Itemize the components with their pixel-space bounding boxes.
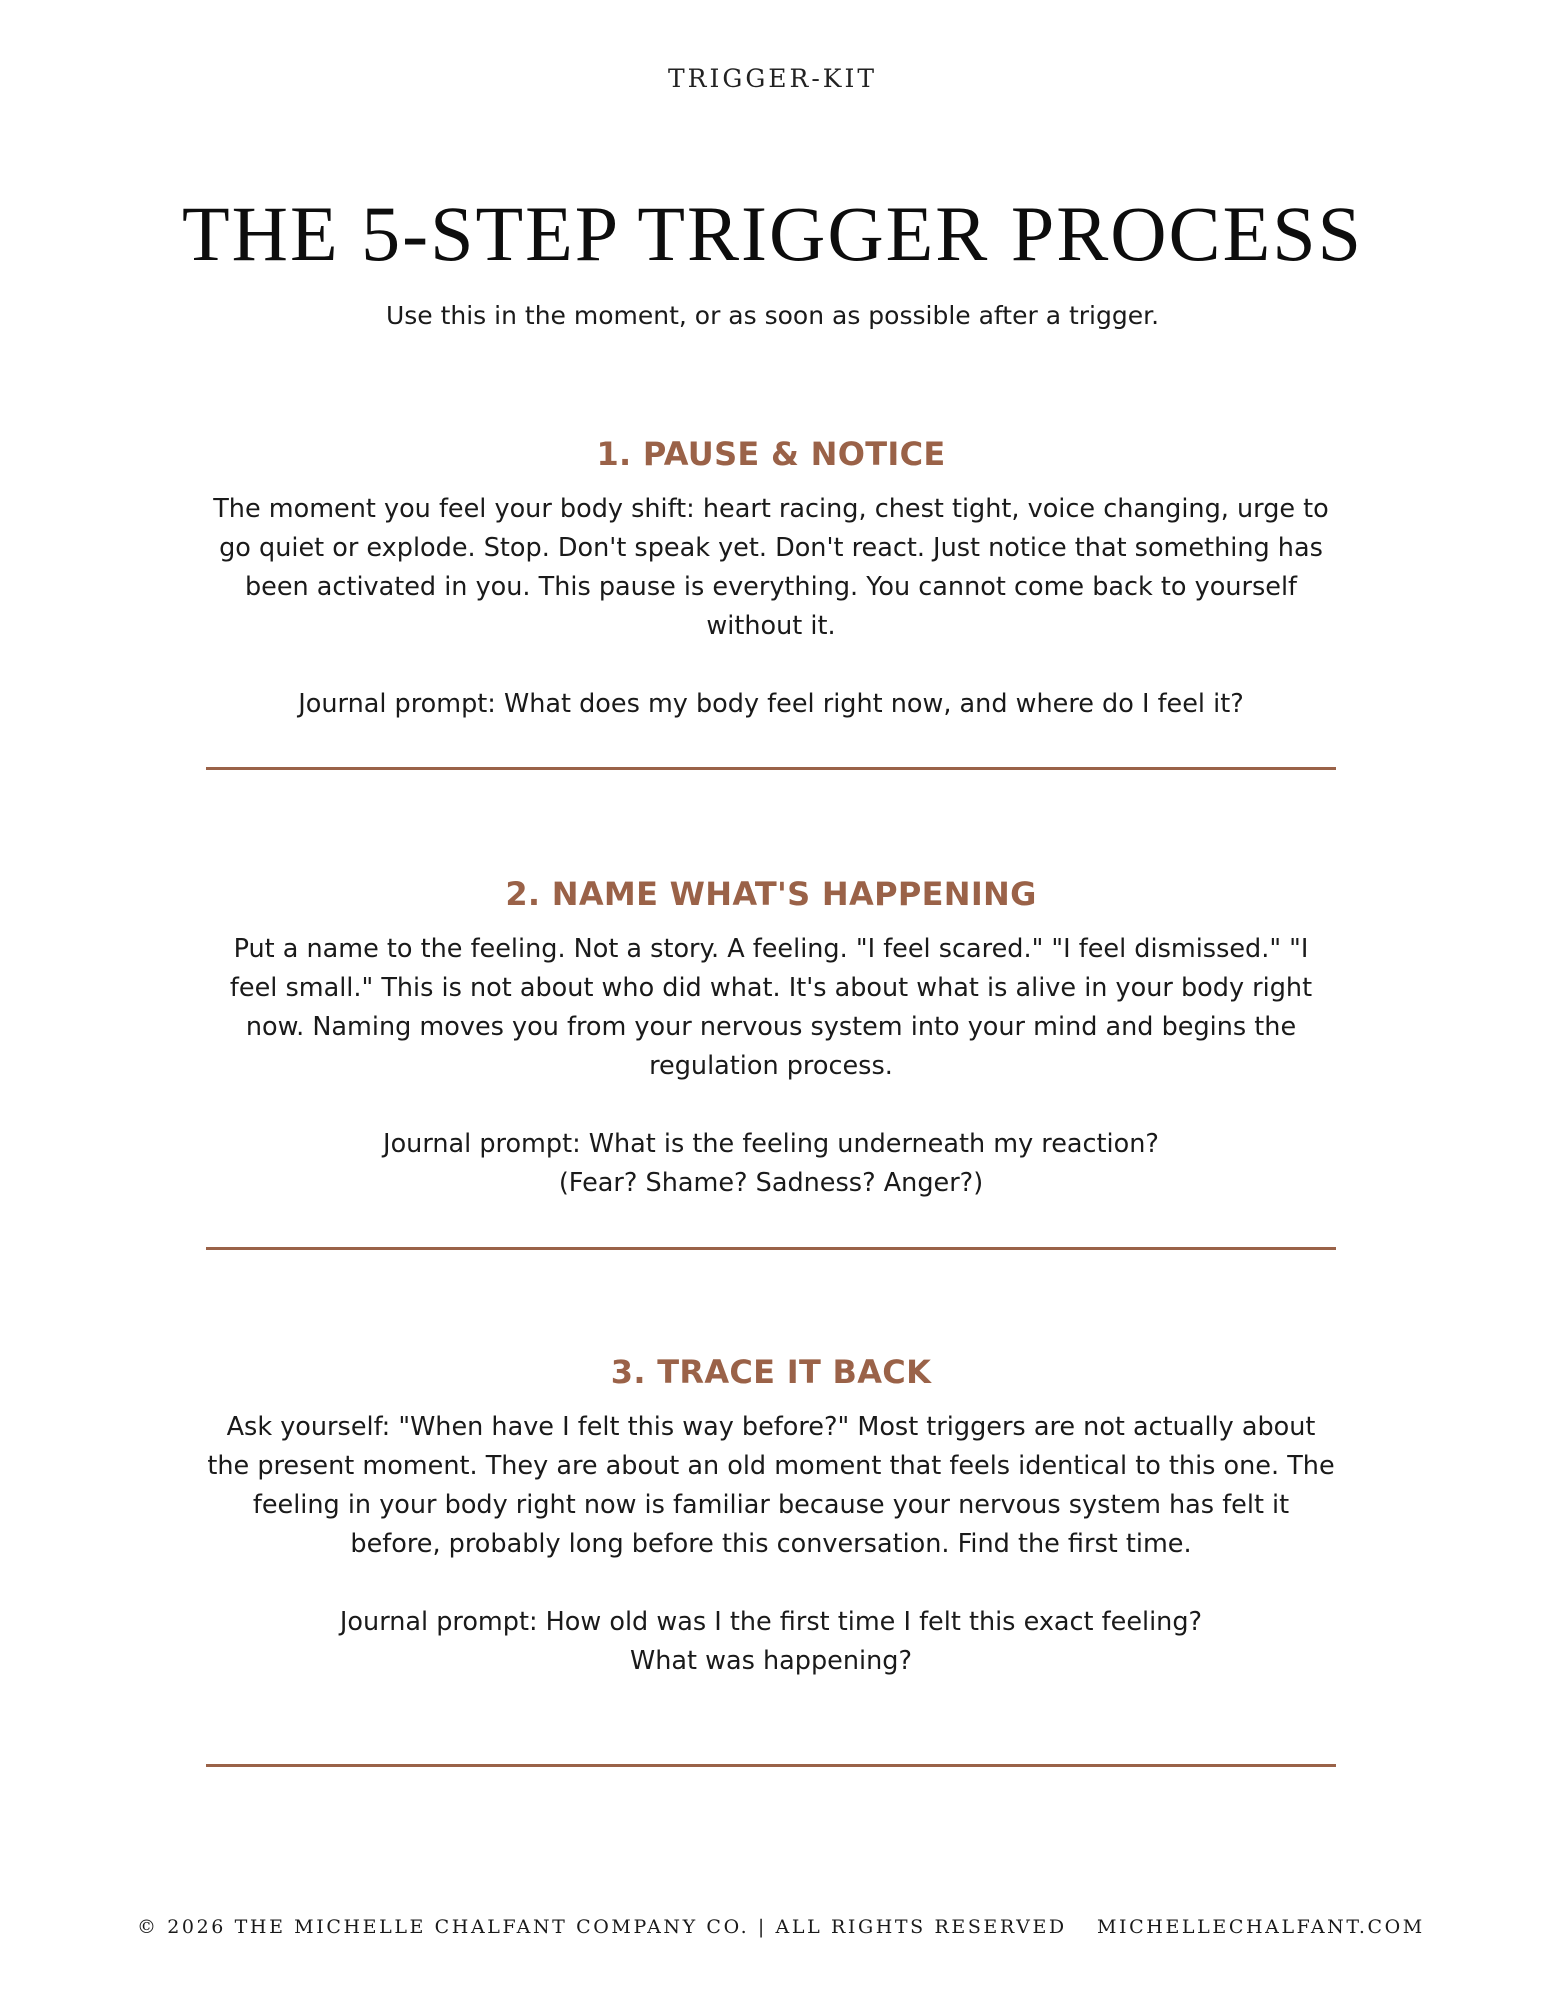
step-2-prompt-line-2: (Fear? Shame? Sadness? Anger?) bbox=[558, 1168, 984, 1198]
step-3-heading: 3. TRACE IT BACK bbox=[610, 1353, 932, 1391]
footer-website-link[interactable]: MICHELLECHALFANT.COM bbox=[1097, 1916, 1425, 1938]
divider-1 bbox=[206, 767, 1336, 770]
step-1-prompt-line-1: Journal prompt: What does my body feel right now, and where do I feel it? bbox=[298, 689, 1244, 719]
step-3-prompt-line-1: Journal prompt: How old was I the first time I felt this exact feeling? bbox=[339, 1607, 1203, 1637]
step-2-body: Put a name to the feeling. Not a story. A feeling. "I feel scared." "I feel dismissed." "I feel small." This is not about who did what. It's about what is alive in your body right now. Naming moves you from your nervous system into your mind and begins the regulation process. bbox=[229, 934, 1313, 1081]
step-3-prompt-line-2: What was happening? bbox=[630, 1646, 912, 1676]
footer-copyright: © 2026 THE MICHELLE CHALFANT COMPANY CO. | ALL RIGHTS RESERVED bbox=[137, 1916, 1067, 1938]
step-1-section bbox=[206, 432, 1336, 724]
step-3-section bbox=[206, 1350, 1336, 1681]
step-3-journal-prompt bbox=[206, 1603, 1336, 1681]
step-1-heading: 1. PAUSE & NOTICE bbox=[596, 435, 946, 473]
page-title: THE 5-STEP TRIGGER PROCESS bbox=[182, 190, 1363, 277]
step-2-section bbox=[206, 872, 1336, 1203]
kicker-label: TRIGGER-KIT bbox=[667, 64, 878, 93]
step-1-journal-prompt bbox=[206, 685, 1336, 724]
step-2-journal-prompt bbox=[206, 1125, 1336, 1203]
step-2-heading: 2. NAME WHAT'S HAPPENING bbox=[505, 875, 1037, 913]
step-2-prompt-line-1: Journal prompt: What is the feeling underneath my reaction? bbox=[383, 1129, 1159, 1159]
divider-2 bbox=[206, 1247, 1336, 1250]
divider-3 bbox=[206, 1764, 1336, 1767]
step-3-body: Ask yourself: "When have I felt this way before?" Most triggers are not actually about the present moment. They are about an old moment that feels identical to this one. The feeling in your body right now is familiar because your nervous system has felt it before, probably long before this conversation. Find the first time. bbox=[207, 1412, 1335, 1559]
page-subtitle: Use this in the moment, or as soon as possible after a trigger. bbox=[385, 301, 1160, 330]
step-1-body: The moment you feel your body shift: heart racing, chest tight, voice changing, urge to go quiet or explode. Stop. Don't speak yet. Don't react. Just notice that something has been activated in you. This pause is everything. You cannot come back to yourself without it. bbox=[213, 494, 1329, 641]
